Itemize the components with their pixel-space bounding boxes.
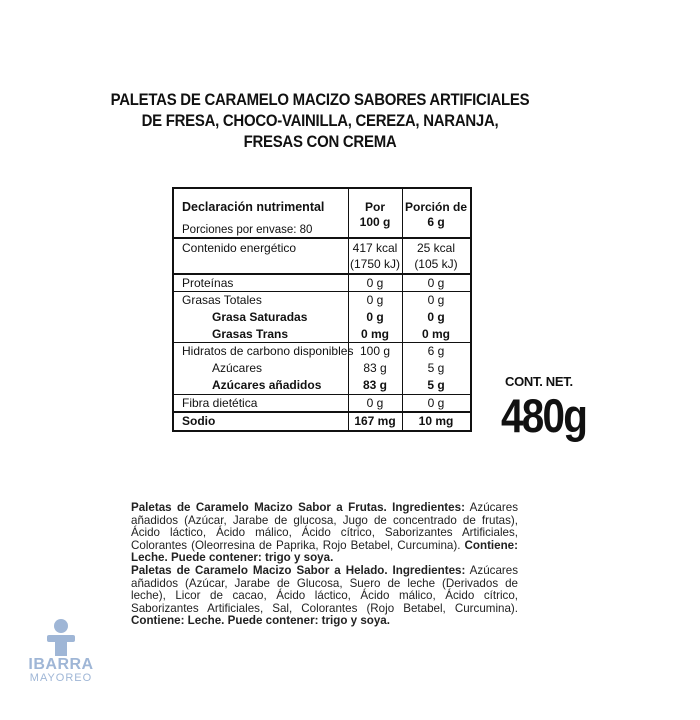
- title-line-2: DE FRESA, CHOCO-VAINILLA, CEREZA, NARANJA,: [141, 111, 499, 130]
- servings-text: Porciones por envase: 80: [182, 224, 313, 236]
- row-rule: [174, 411, 470, 413]
- nutrient-label: Fibra dietética: [182, 396, 258, 410]
- energy-per-kcal: 417 kcal: [352, 241, 398, 255]
- ibarra-logo: [20, 618, 102, 698]
- nutrient-portion: 0 g: [427, 293, 445, 307]
- title-line-3: FRESAS CON CREMA: [243, 132, 397, 151]
- nutrient-label: Sodio: [182, 414, 216, 428]
- nutrient-portion: 10 mg: [418, 414, 454, 428]
- nutrient-per: 83 g: [363, 361, 387, 375]
- energy-portion-kcal: 25 kcal: [416, 241, 456, 255]
- energy-label: Contenido energético: [182, 241, 297, 255]
- nutrient-label: Grasas Trans: [212, 327, 289, 341]
- nutrient-per: 0 g: [366, 396, 384, 410]
- nutrient-label: Hidratos de carbono disponibles: [182, 344, 354, 358]
- person-icon: [20, 618, 102, 660]
- nutrient-per: 0 mg: [360, 327, 389, 341]
- nutrition-heading: Declaración nutrimental: [182, 200, 325, 214]
- row-rule: [174, 342, 470, 343]
- net-content-label: CONT. NET.: [505, 374, 573, 389]
- ingredients-text: Azúcares añadidos (Azúcar, Jarabe de Glucosa, Suero de leche (Derivados de leche), Licor de cacao, Ácido láctico, Ácido málico, Ácido cítrico, Saborizantes Artificiales, Sal, Colorantes (Rojo Betabel, Curcumina).: [131, 563, 518, 615]
- nutrient-per: 0 g: [366, 293, 384, 307]
- ingredients-heading: Paletas de Caramelo Macizo Sabor a Frutas. Ingredientes:: [131, 501, 465, 514]
- nutrient-per: 0 g: [366, 310, 384, 324]
- nutrient-portion: 5 g: [427, 361, 445, 375]
- ingredients-text: Azúcares añadidos (Azúcar, Jarabe de glucosa, Jugo de concentrado de frutas), Ácido láctico, Ácido málico, Ácido cítrico, Saborizantes Artificiales, Colorantes (Oleorresina de Paprika, Rojo Betabel, Curcumina).: [131, 501, 518, 552]
- nutrient-label: Proteínas: [182, 276, 234, 290]
- nutrition-table: [172, 187, 472, 432]
- nutrient-label: Grasas Totales: [182, 293, 262, 307]
- ingredients-paragraph: [131, 502, 518, 565]
- nutrient-per: 0 g: [366, 276, 384, 290]
- nutrient-portion: 0 g: [427, 396, 445, 410]
- nutrient-portion: 6 g: [427, 344, 445, 358]
- row-rule: [174, 394, 470, 395]
- ingredients-paragraph: [131, 565, 518, 628]
- nutrient-portion: 5 g: [427, 378, 445, 392]
- energy-portion-kj: (105 kJ): [414, 257, 458, 271]
- nutrient-portion: 0 mg: [421, 327, 450, 341]
- title-line-1: PALETAS DE CARAMELO MACIZO SABORES ARTIFICIALES: [110, 90, 530, 109]
- col-portion-header: Porción de: [404, 200, 467, 214]
- product-title: [38, 89, 601, 152]
- nutrient-label: Azúcares: [212, 361, 263, 375]
- col-per-header: Por: [364, 200, 385, 214]
- allergen-text: Contiene: Leche. Puede contener: trigo y soya.: [131, 614, 390, 628]
- allergen-text: Contiene: Leche. Puede contener: trigo y soya.: [131, 538, 518, 565]
- nutrient-portion: 0 g: [427, 276, 445, 290]
- net-content-value: 480g: [501, 389, 587, 442]
- energy-per-kj: (1750 kJ): [349, 257, 401, 271]
- logo-name: IBARRA: [28, 656, 94, 673]
- row-rule: [174, 291, 470, 292]
- nutrient-per: 83 g: [362, 378, 387, 392]
- nutrient-per: 167 mg: [354, 414, 396, 428]
- header-rule: [174, 237, 470, 239]
- nutrient-portion: 0 g: [427, 310, 445, 324]
- nutrient-per: 100 g: [359, 344, 391, 358]
- col-per-sub: 100 g: [359, 215, 391, 229]
- ingredients-heading: Paletas de Caramelo Macizo Sabor a Helado. Ingredientes:: [131, 563, 466, 577]
- nutrient-label: Azúcares añadidos: [212, 378, 322, 392]
- logo-subtitle: MAYOREO: [29, 672, 93, 684]
- ingredients-block: [131, 502, 518, 628]
- energy-rule: [174, 273, 470, 275]
- col-portion-sub: 6 g: [427, 215, 445, 229]
- nutrient-label: Grasa Saturadas: [212, 310, 308, 324]
